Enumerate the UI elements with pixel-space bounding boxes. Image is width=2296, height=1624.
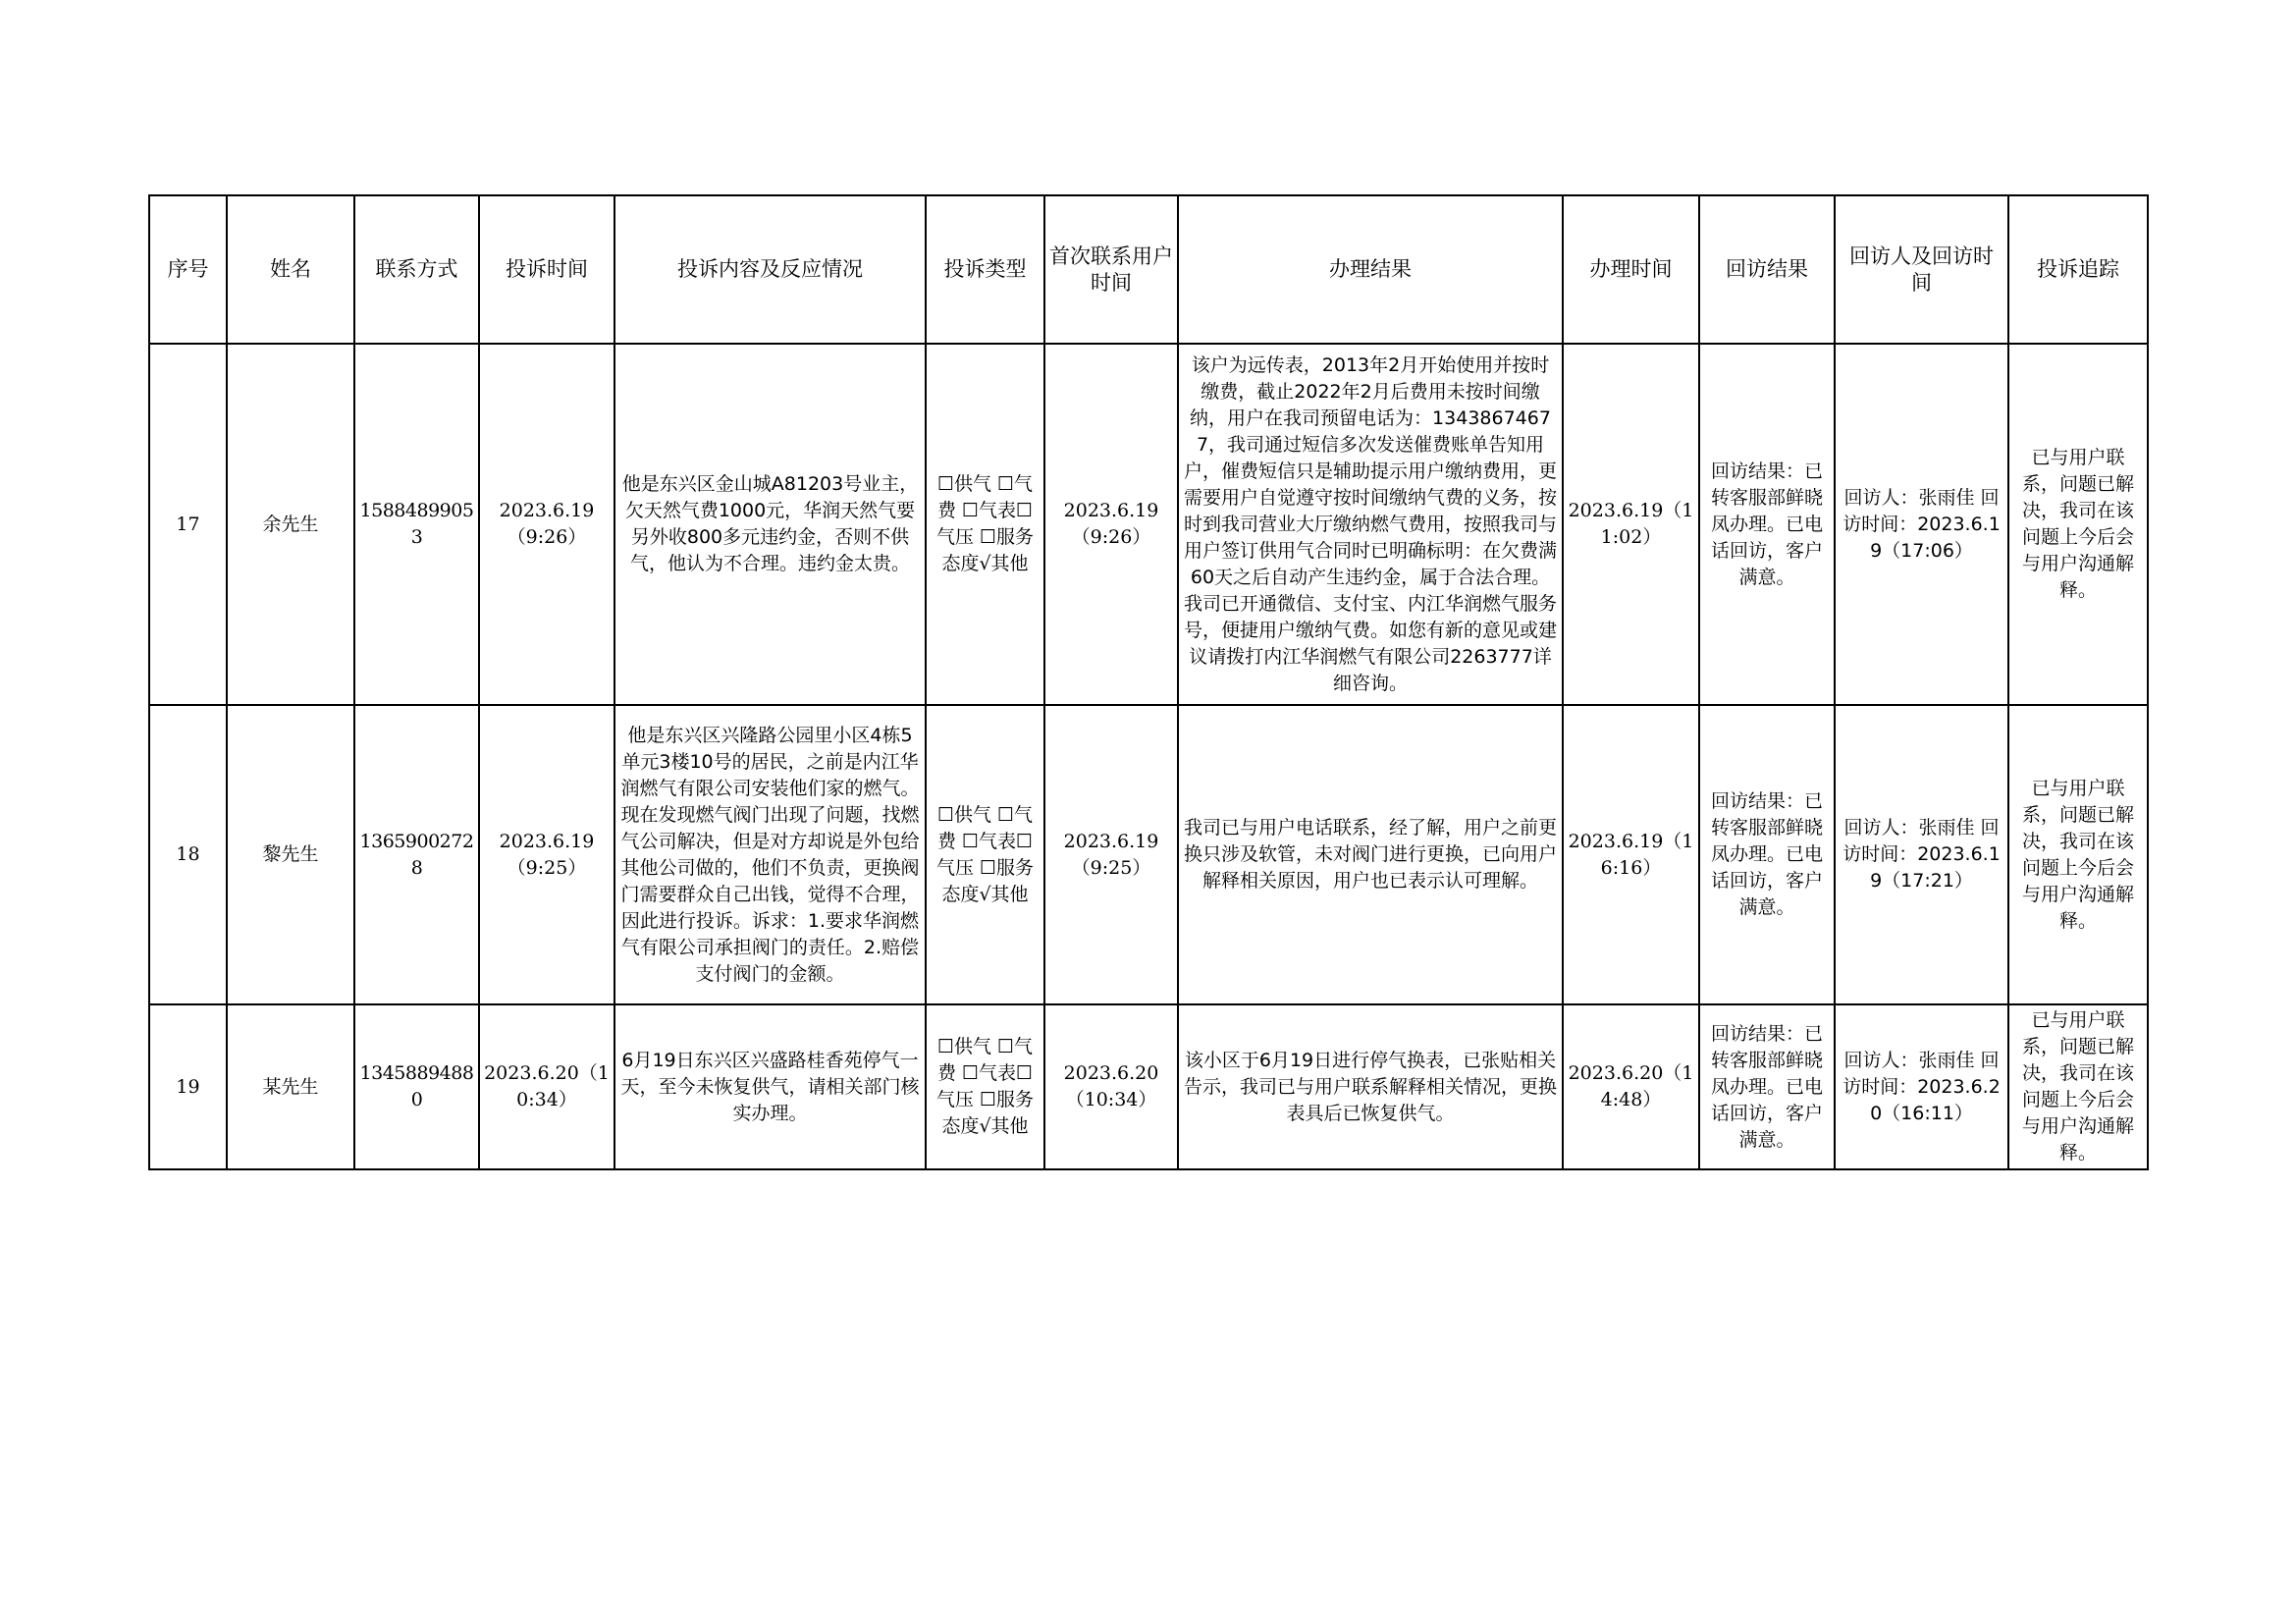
cell-phone: 15884899053 [354, 344, 479, 705]
cell-visit-result: 回访结果：已转客服部鲜晓凤办理。已电话回访，客户满意。 [1699, 705, 1835, 1004]
cell-phone: 13458894880 [354, 1004, 479, 1169]
cell-type: ☐供气 ☐气费 ☐气表☐气压 ☐服务态度√其他 [926, 705, 1044, 1004]
header-type: 投诉类型 [926, 195, 1044, 344]
header-handle-time: 办理时间 [1563, 195, 1699, 344]
table-row [149, 705, 2148, 1004]
cell-visit-result: 回访结果：已转客服部鲜晓凤办理。已电话回访，客户满意。 [1699, 1004, 1835, 1169]
cell-handle-time: 2023.6.19（16:16） [1563, 705, 1699, 1004]
table-row [149, 1004, 2148, 1169]
header-result: 办理结果 [1178, 195, 1563, 344]
cell-complaint-time: 2023.6.20（10:34） [479, 1004, 614, 1169]
cell-visitor: 回访人：张雨佳 回访时间：2023.6.20（16:11） [1835, 1004, 2008, 1169]
cell-tracking: 已与用户联系，问题已解决，我司在该问题上今后会与用户沟通解释。 [2008, 1004, 2148, 1169]
cell-content: 他是东兴区金山城A81203号业主，欠天然气费1000元，华润天然气要另外收800多元违约金，否则不供气，他认为不合理。违约金太贵。 [614, 344, 926, 705]
complaint-table [148, 194, 2149, 1170]
cell-type: ☐供气 ☐气费 ☐气表☐气压 ☐服务态度√其他 [926, 344, 1044, 705]
cell-seq: 17 [149, 344, 227, 705]
header-first-contact: 首次联系用户时间 [1044, 195, 1178, 344]
header-tracking: 投诉追踪 [2008, 195, 2148, 344]
header-name: 姓名 [227, 195, 354, 344]
cell-phone: 13659002728 [354, 705, 479, 1004]
cell-name: 余先生 [227, 344, 354, 705]
cell-result: 该小区于6月19日进行停气换表，已张贴相关告示，我司已与用户联系解释相关情况，更换表具后已恢复供气。 [1178, 1004, 1563, 1169]
cell-seq: 18 [149, 705, 227, 1004]
cell-first-contact: 2023.6.19（9:25） [1044, 705, 1178, 1004]
cell-first-contact: 2023.6.19（9:26） [1044, 344, 1178, 705]
cell-content: 他是东兴区兴隆路公园里小区4栋5单元3楼10号的居民，之前是内江华润燃气有限公司安装他们家的燃气。现在发现燃气阀门出现了问题，找燃气公司解决，但是对方却说是外包给其他公司做的，他们不负责，更换阀门需要群众自己出钱，觉得不合理，因此进行投诉。诉求：1.要求华润燃气有限公司承担阀门的责任。2.赔偿支付阀门的金额。 [614, 705, 926, 1004]
cell-complaint-time: 2023.6.19（9:26） [479, 344, 614, 705]
cell-name: 黎先生 [227, 705, 354, 1004]
cell-visit-result: 回访结果：已转客服部鲜晓凤办理。已电话回访，客户满意。 [1699, 344, 1835, 705]
cell-tracking: 已与用户联系，问题已解决，我司在该问题上今后会与用户沟通解释。 [2008, 705, 2148, 1004]
header-visit-result: 回访结果 [1699, 195, 1835, 344]
cell-name: 某先生 [227, 1004, 354, 1169]
cell-result: 我司已与用户电话联系，经了解，用户之前更换只涉及软管，未对阀门进行更换，已向用户解释相关原因，用户也已表示认可理解。 [1178, 705, 1563, 1004]
cell-handle-time: 2023.6.20（14:48） [1563, 1004, 1699, 1169]
header-complaint-time: 投诉时间 [479, 195, 614, 344]
cell-visitor: 回访人：张雨佳 回访时间：2023.6.19（17:21） [1835, 705, 2008, 1004]
cell-handle-time: 2023.6.19（11:02） [1563, 344, 1699, 705]
header-phone: 联系方式 [354, 195, 479, 344]
cell-tracking: 已与用户联系，问题已解决，我司在该问题上今后会与用户沟通解释。 [2008, 344, 2148, 705]
header-seq: 序号 [149, 195, 227, 344]
header-row [149, 195, 2148, 344]
header-content: 投诉内容及反应情况 [614, 195, 926, 344]
cell-visitor: 回访人：张雨佳 回访时间：2023.6.19（17:06） [1835, 344, 2008, 705]
table-row [149, 344, 2148, 705]
cell-result: 该户为远传表，2013年2月开始使用并按时缴费，截止2022年2月后费用未按时间缴纳，用户在我司预留电话为：13438674677，我司通过短信多次发送催费账单告知用户，催费短信只是辅助提示用户缴纳费用，更需要用户自觉遵守按时间缴纳气费的义务，按时到我司营业大厅缴纳燃气费用，按照我司与用户签订供用气合同时已明确标明：在欠费满60天之后自动产生违约金，属于合法合理。我司已开通微信、支付宝、内江华润燃气服务号，便捷用户缴纳气费。如您有新的意见或建议请拨打内江华润燃气有限公司2263777详细咨询。 [1178, 344, 1563, 705]
cell-type: ☐供气 ☐气费 ☐气表☐气压 ☐服务态度√其他 [926, 1004, 1044, 1169]
cell-complaint-time: 2023.6.19（9:25） [479, 705, 614, 1004]
header-visitor: 回访人及回访时间 [1835, 195, 2008, 344]
cell-seq: 19 [149, 1004, 227, 1169]
cell-first-contact: 2023.6.20（10:34） [1044, 1004, 1178, 1169]
cell-content: 6月19日东兴区兴盛路桂香苑停气一天，至今未恢复供气，请相关部门核实办理。 [614, 1004, 926, 1169]
